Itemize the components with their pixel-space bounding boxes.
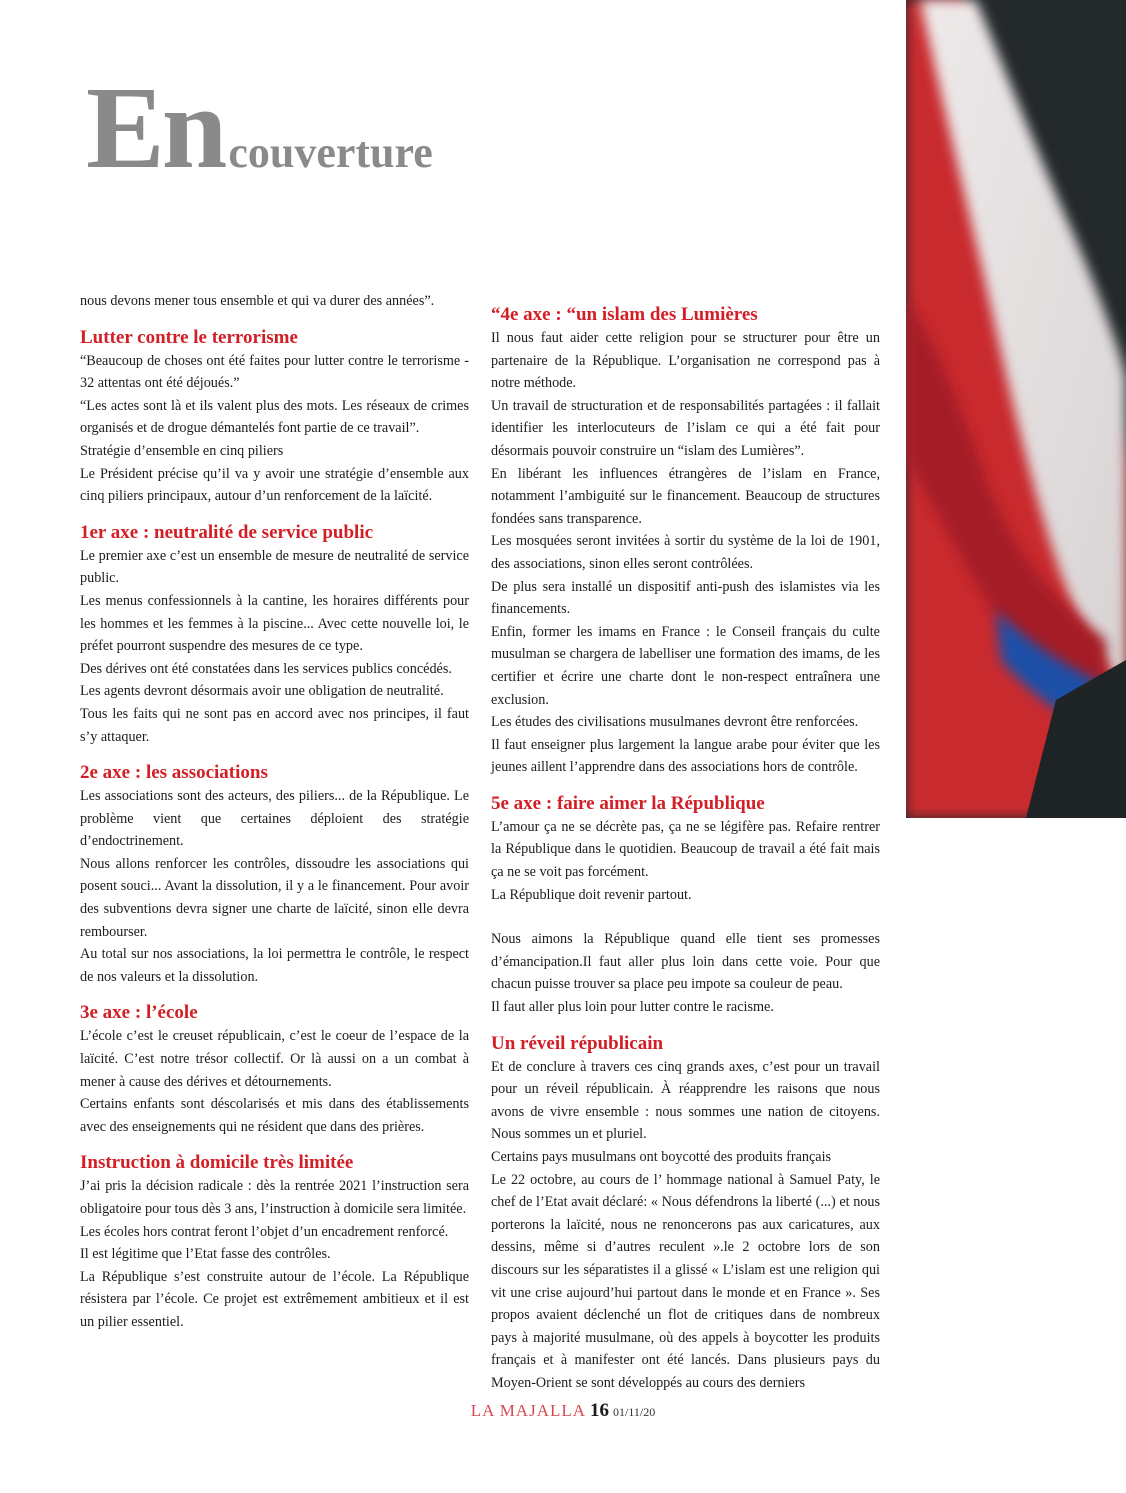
- paragraph: Des dérives ont été constatées dans les services publics concédés.: [80, 660, 452, 677]
- paragraph: Les menus confessionnels à la cantine, les horaires différents pour les hommes et les femmes à la piscine... Avec cette nouvelle loi, le préfet pourront suspendre des mesures de ce type.: [80, 592, 469, 655]
- paragraph: Le premier axe c’est un ensemble de mesure de neutralité de service public.: [80, 547, 469, 587]
- paragraph: Certains pays musulmans ont boycotté des produits français: [491, 1149, 832, 1165]
- paragraph: Il faut enseigner plus largement la langue arabe pour éviter que les jeunes aillent l’apprendre dans des associations hors de contrôle.: [491, 736, 880, 776]
- paragraph: “Beaucoup de choses ont été faites pour lutter contre le terrorisme - 32 attentas ont été déjoués.”: [80, 352, 469, 392]
- cover-photo: [906, 0, 1126, 818]
- paragraph: L’école c’est le creuset républicain, c’est le coeur de l’espace de la laïcité. C’est notre trésor collectif. Or là aussi on a un combat à mener à cause des dérives et détournements.: [80, 1028, 469, 1090]
- paragraph: Nous allons renforcer les contrôles, dissoudre les associations qui posent souci... Avant la dissolution, il y a le financement. Pour avoir des subventions devra signer une charte de laïcité, sinon elle devra rembourser.: [80, 855, 469, 940]
- section-heading: Un réveil républicain: [491, 1032, 664, 1054]
- paragraph: La République s’est construite autour de l’école. La République résistera par l’école. Ce projet est extrêmement ambitieux et il est un pilier essentiel.: [80, 1268, 469, 1330]
- page-footer: [0, 1400, 1126, 1422]
- paragraph: Le Président précise qu’il va y avoir une stratégie d’ensemble aux cinq piliers principaux, autour d’un renforcement de la laïcité.: [80, 465, 469, 505]
- flag-photo-illustration: [906, 0, 1126, 818]
- paragraph: nous devons mener tous ensemble et qui va durer des années”.: [80, 293, 435, 309]
- section-heading: 1er axe : neutralité de service public: [80, 521, 374, 543]
- paragraph: “Les actes sont là et ils valent plus des mots. Les réseaux de crimes organisés et de drogue démantelés font partie de ce travail”.: [80, 397, 469, 437]
- section-title-big: En: [86, 62, 225, 193]
- section-heading: 2e axe : les associations: [80, 762, 268, 784]
- magazine-name: LA MAJALLA: [470, 1401, 587, 1420]
- section-heading: Instruction à domicile très limitée: [80, 1152, 354, 1174]
- paragraph: La République doit revenir partout.: [491, 886, 692, 903]
- paragraph: Un travail de structuration et de responsabilités partagées : il fallait identifier les interlocuteurs de l’islam ce qui a été fait pour désormais pouvoir construire un “islam des Lumières”.: [491, 397, 880, 459]
- paragraph: Les écoles hors contrat feront l’objet d’un encadrement renforcé.: [80, 1223, 449, 1240]
- paragraph: Il faut aller plus loin pour lutter contre le racisme.: [491, 999, 774, 1016]
- left-column: [80, 290, 469, 1334]
- paragraph: J’ai pris la décision radicale : dès la rentrée 2021 l’instruction sera obligatoire pour tous dès 3 ans, l’instruction à domicile sera limitée.: [80, 1178, 469, 1217]
- section-heading: Lutter contre le terrorisme: [80, 326, 298, 348]
- paragraph: L’amour ça ne se décrète pas, ça ne se légifère pas. Refaire rentrer la République dans le quotidien. Beaucoup de travail a été fait mais ça ne se voit pas forcément.: [491, 818, 880, 881]
- paragraph: Nous aimons la République quand elle tient ses promesses d’émancipation.Il faut aller plus loin dans cette voie. Pour que chacun puisse trouver sa place peu impote sa couleur de peau.: [491, 931, 880, 993]
- paragraph: Tous les faits qui ne sont pas en accord avec nos principes, il faut s’y attaquer.: [80, 705, 469, 745]
- section-heading: 5e axe : faire aimer la République: [491, 792, 765, 814]
- paragraph: En libérant les influences étrangères de l’islam en France, notamment l’ambiguité sur le financement. Beaucoup de structures fondées sans transparence.: [491, 465, 880, 527]
- paragraph-spacer: [491, 906, 880, 928]
- section-title: [86, 60, 433, 196]
- issue-date: 01/11/20: [613, 1405, 656, 1419]
- paragraph: Il est légitime que l’Etat fasse des contrôles.: [80, 1246, 331, 1263]
- paragraph: Le 22 octobre, au cours de l’ hommage national à Samuel Paty, le chef de l’Etat avait déclaré: « Nous défendrons la liberté (...) et nous porterons la laïcité, nous ne renoncerons pas aux caricatures, aux dessins, même si d’autres reculent ».le 2 octobre lors de son discours sur les séparatistes il a glissé « L’islam est une religion qui vit une crise aujourd’hui partout dans le monde et en France ». Ses propos avaient déclenché un flot de critiques dans de nombreux pays à majorité musulmane, où des appels à boycotter les produits français et à manifester ont été lancés. Dans plusieurs pays du Moyen-Orient se sont développés au cours des derniers: [491, 1171, 880, 1391]
- right-column: [491, 290, 880, 1395]
- paragraph: Certains enfants sont déscolarisés et mis dans des établissements avec des enseignements qui ne résident que dans des prières.: [80, 1096, 469, 1135]
- paragraph: Au total sur nos associations, la loi permettra le contrôle, le respect de nos valeurs et la dissolution.: [80, 946, 469, 985]
- paragraph: Et de conclure à travers ces cinq grands axes, c’est pour un travail pour un réveil républicain. À réapprendre les raisons que nous avons de vivre ensemble : nous sommes une nation de citoyens. Nous sommes un et pluriel.: [491, 1058, 880, 1143]
- paragraph: Enfin, former les imams en France : le Conseil français du culte musulman se chargera de labelliser une formation des imams, de les certifier et écrire une charte dont le non-respect entraînera une exclusion.: [491, 623, 880, 708]
- section-heading: 3e axe : l’école: [80, 1002, 198, 1024]
- paragraph: Les agents devront désormais avoir une obligation de neutralité.: [80, 683, 444, 700]
- paragraph: De plus sera installé un dispositif anti-push des islamistes via les financements.: [491, 578, 880, 618]
- paragraph: Les études des civilisations musulmanes devront être renforcées.: [491, 714, 859, 731]
- page-number: 16: [590, 1400, 610, 1421]
- section-heading: “4e axe : “un islam des Lumières: [491, 304, 758, 325]
- section-title-small: couverture: [228, 128, 433, 177]
- paragraph: Il nous faut aider cette religion pour se structurer pour être un partenaire de la République. L’organisation ne correspond pas à notre méthode.: [491, 330, 880, 392]
- paragraph: Les mosquées seront invitées à sortir du système de la loi de 1901, des associations, sinon elles seront contrôlées.: [491, 533, 880, 572]
- paragraph: Les associations sont des acteurs, des piliers... de la République. Le problème vient que certaines déploient des stratégie d’endoctrinement.: [80, 788, 469, 850]
- paragraph: Stratégie d’ensemble en cinq piliers: [80, 442, 284, 459]
